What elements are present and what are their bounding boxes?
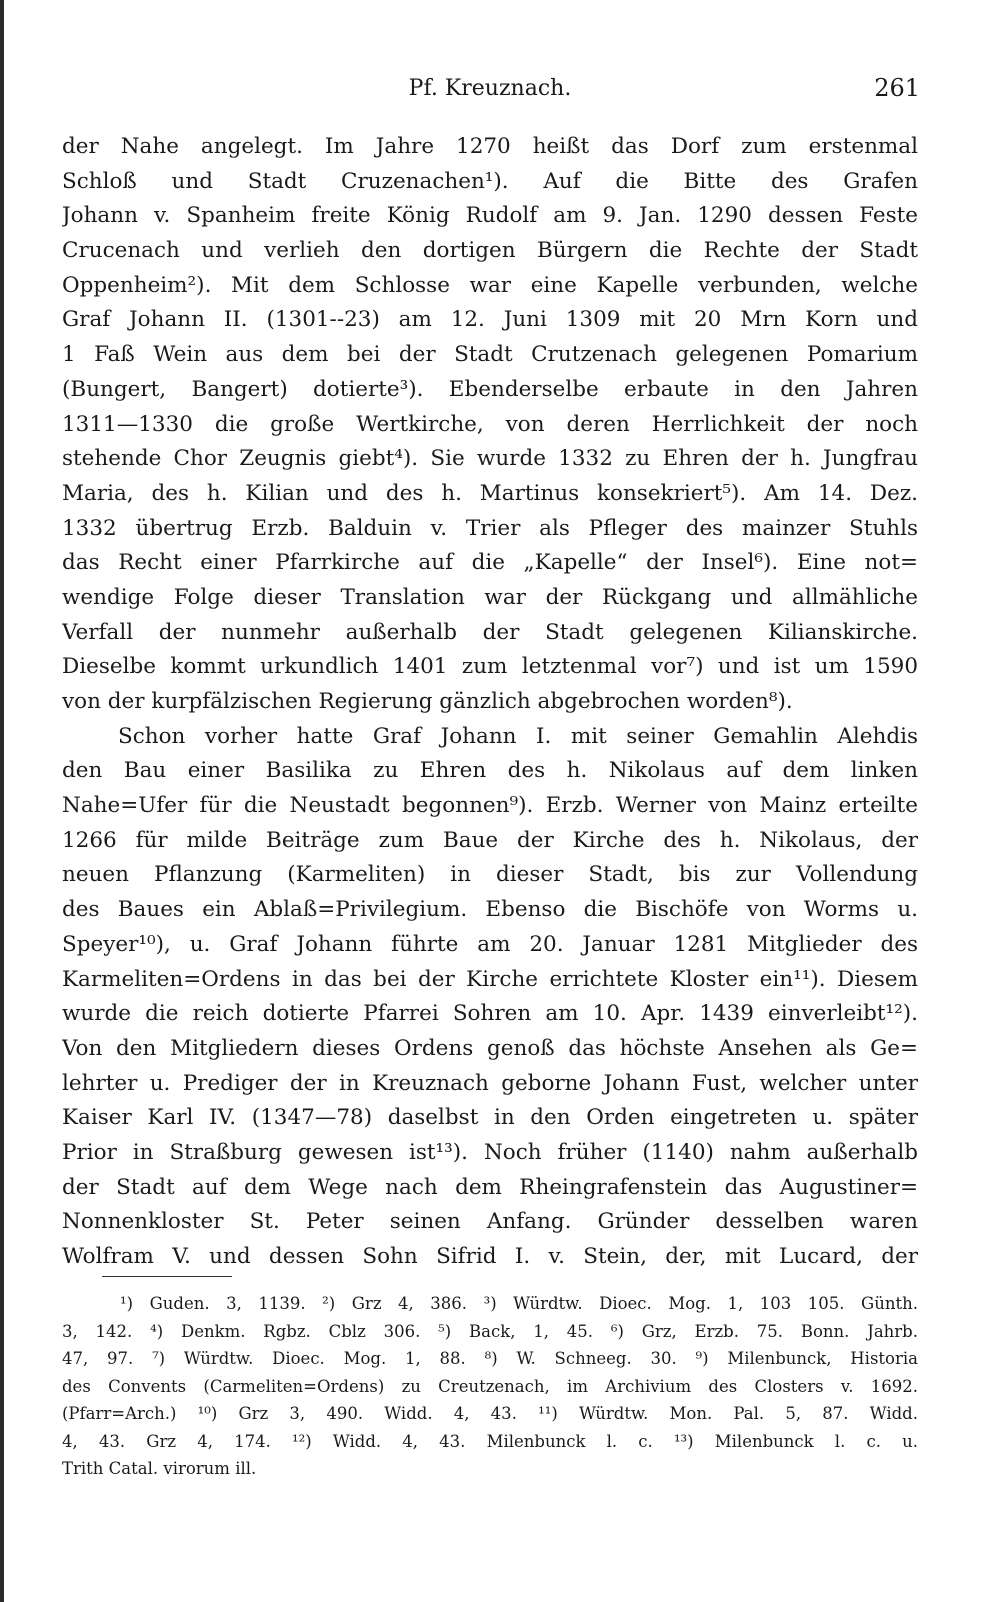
- body-line: Karmeliten=Ordens in das bei der Kirche errichtete Kloster ein¹¹). Diesem: [62, 966, 918, 992]
- body-line: Prior in Straßburg gewesen ist¹³). Noch früher (1140) nahm außerhalb: [62, 1139, 918, 1165]
- page-number: 261: [874, 74, 920, 102]
- footnote-line: ¹) Guden. 3, 1139. ²) Grz 4, 386. ³) Würdtw. Dioec. Mog. 1, 103 105. Günth.: [120, 1294, 918, 1313]
- footnote-line: 4, 43. Grz 4, 174. ¹²) Widd. 4, 43. Milenbunck l. c. ¹³) Milenbunck l. c. u.: [62, 1431, 918, 1451]
- body-line: Johann v. Spanheim freite König Rudolf am 9. Jan. 1290 dessen Feste: [62, 203, 918, 229]
- body-line: des Baues ein Ablaß=Privilegium. Ebenso die Bischöfe von Worms u.: [62, 897, 918, 923]
- body-line: Graf Johann II. (1301--23) am 12. Juni 1309 mit 20 Mrn Korn und: [62, 307, 918, 333]
- body-line: Maria, des h. Kilian und des h. Martinus konsekriert⁵). Am 14. Dez.: [62, 480, 918, 506]
- body-line: Kaiser Karl IV. (1347—78) daselbst in den Orden eingetreten u. später: [62, 1105, 918, 1131]
- body-line: Oppenheim²). Mit dem Schlosse war eine Kapelle verbunden, welche: [62, 272, 918, 298]
- body-line: Crucenach und verlieh den dortigen Bürgern die Rechte der Stadt: [62, 238, 918, 264]
- body-line: neuen Pflanzung (Karmeliten) in dieser Stadt, bis zur Vollendung: [62, 862, 918, 888]
- body-line: stehende Chor Zeugnis giebt⁴). Sie wurde 1332 zu Ehren der h. Jungfrau: [62, 446, 918, 472]
- body-line: Von den Mitgliedern dieses Ordens genoß das höchste Ansehen als Ge=: [62, 1035, 918, 1061]
- running-header: [60, 72, 920, 112]
- body-line: Nonnenkloster St. Peter seinen Anfang. Gründer desselben waren: [62, 1209, 918, 1235]
- body-line: der Stadt auf dem Wege nach dem Rheingrafenstein das Augustiner=: [62, 1174, 918, 1200]
- body-line: 1266 für milde Beiträge zum Baue der Kirche des h. Nikolaus, der: [62, 827, 918, 853]
- footnote-line: Trith Catal. virorum ill.: [62, 1459, 257, 1478]
- body-line: Dieselbe kommt urkundlich 1401 zum letztenmal vor⁷) und ist um 1590: [62, 654, 918, 680]
- body-text: [62, 130, 918, 1275]
- body-line: 1311—1330 die große Wertkirche, von deren Herrlichkeit der noch: [62, 411, 918, 437]
- footnote-line: (Pfarr=Arch.) ¹⁰) Grz 3, 490. Widd. 4, 43. ¹¹) Würdtw. Mon. Pal. 5, 87. Widd.: [62, 1404, 918, 1423]
- footnote-line: 3, 142. ⁴) Denkm. Rgbz. Cblz 306. ⁵) Back, 1, 45. ⁶) Grz, Erzb. 75. Bonn. Jahrb.: [62, 1321, 918, 1341]
- body-line: das Recht einer Pfarrkirche auf die „Kapelle“ der Insel⁶). Eine not=: [62, 550, 918, 576]
- body-line: wendige Folge dieser Translation war der Rückgang und allmähliche: [62, 584, 918, 610]
- body-line: Nahe=Ufer für die Neustadt begonnen⁹). Erzb. Werner von Mainz erteilte: [62, 793, 918, 819]
- page-edge-rule: [0, 0, 4, 1602]
- running-title: Pf. Kreuznach.: [408, 76, 572, 101]
- footnote-line: 47, 97. ⁷) Würdtw. Dioec. Mog. 1, 88. ⁸) W. Schneeg. 30. ⁹) Milenbunck, Historia: [62, 1349, 918, 1368]
- body-line: den Bau einer Basilika zu Ehren des h. Nikolaus auf dem linken: [62, 758, 918, 784]
- footnote-separator: [102, 1276, 232, 1277]
- footnotes: [62, 1290, 918, 1483]
- footnote-line: des Convents (Carmeliten=Ordens) zu Creutzenach, im Archivium des Closters v. 1692.: [62, 1376, 918, 1396]
- body-line: (Bungert, Bangert) dotierte³). Ebenderselbe erbaute in den Jahren: [62, 376, 918, 402]
- body-line: lehrter u. Prediger der in Kreuznach geborne Johann Fust, welcher unter: [62, 1070, 918, 1096]
- body-line: Schloß und Stadt Cruzenachen¹). Auf die Bitte des Grafen: [62, 168, 918, 194]
- body-line: 1332 übertrug Erzb. Balduin v. Trier als Pfleger des mainzer Stuhls: [62, 515, 918, 541]
- body-line: der Nahe angelegt. Im Jahre 1270 heißt das Dorf zum erstenmal: [62, 134, 918, 159]
- body-line: Verfall der nunmehr außerhalb der Stadt gelegenen Kilianskirche.: [62, 619, 918, 645]
- body-line: 1 Faß Wein aus dem bei der Stadt Crutzenach gelegenen Pomarium: [62, 342, 918, 368]
- body-line: Schon vorher hatte Graf Johann I. mit seiner Gemahlin Alehdis: [118, 723, 918, 749]
- body-line: von der kurpfälzischen Regierung gänzlich abgebrochen worden⁸).: [62, 689, 793, 714]
- body-line: Wolfram V. und dessen Sohn Sifrid I. v. Stein, der, mit Lucard, der: [62, 1244, 918, 1269]
- body-line: Speyer¹⁰), u. Graf Johann führte am 20. Januar 1281 Mitglieder des: [62, 931, 918, 957]
- body-line: wurde die reich dotierte Pfarrei Sohren am 10. Apr. 1439 einverleibt¹²).: [62, 1001, 918, 1027]
